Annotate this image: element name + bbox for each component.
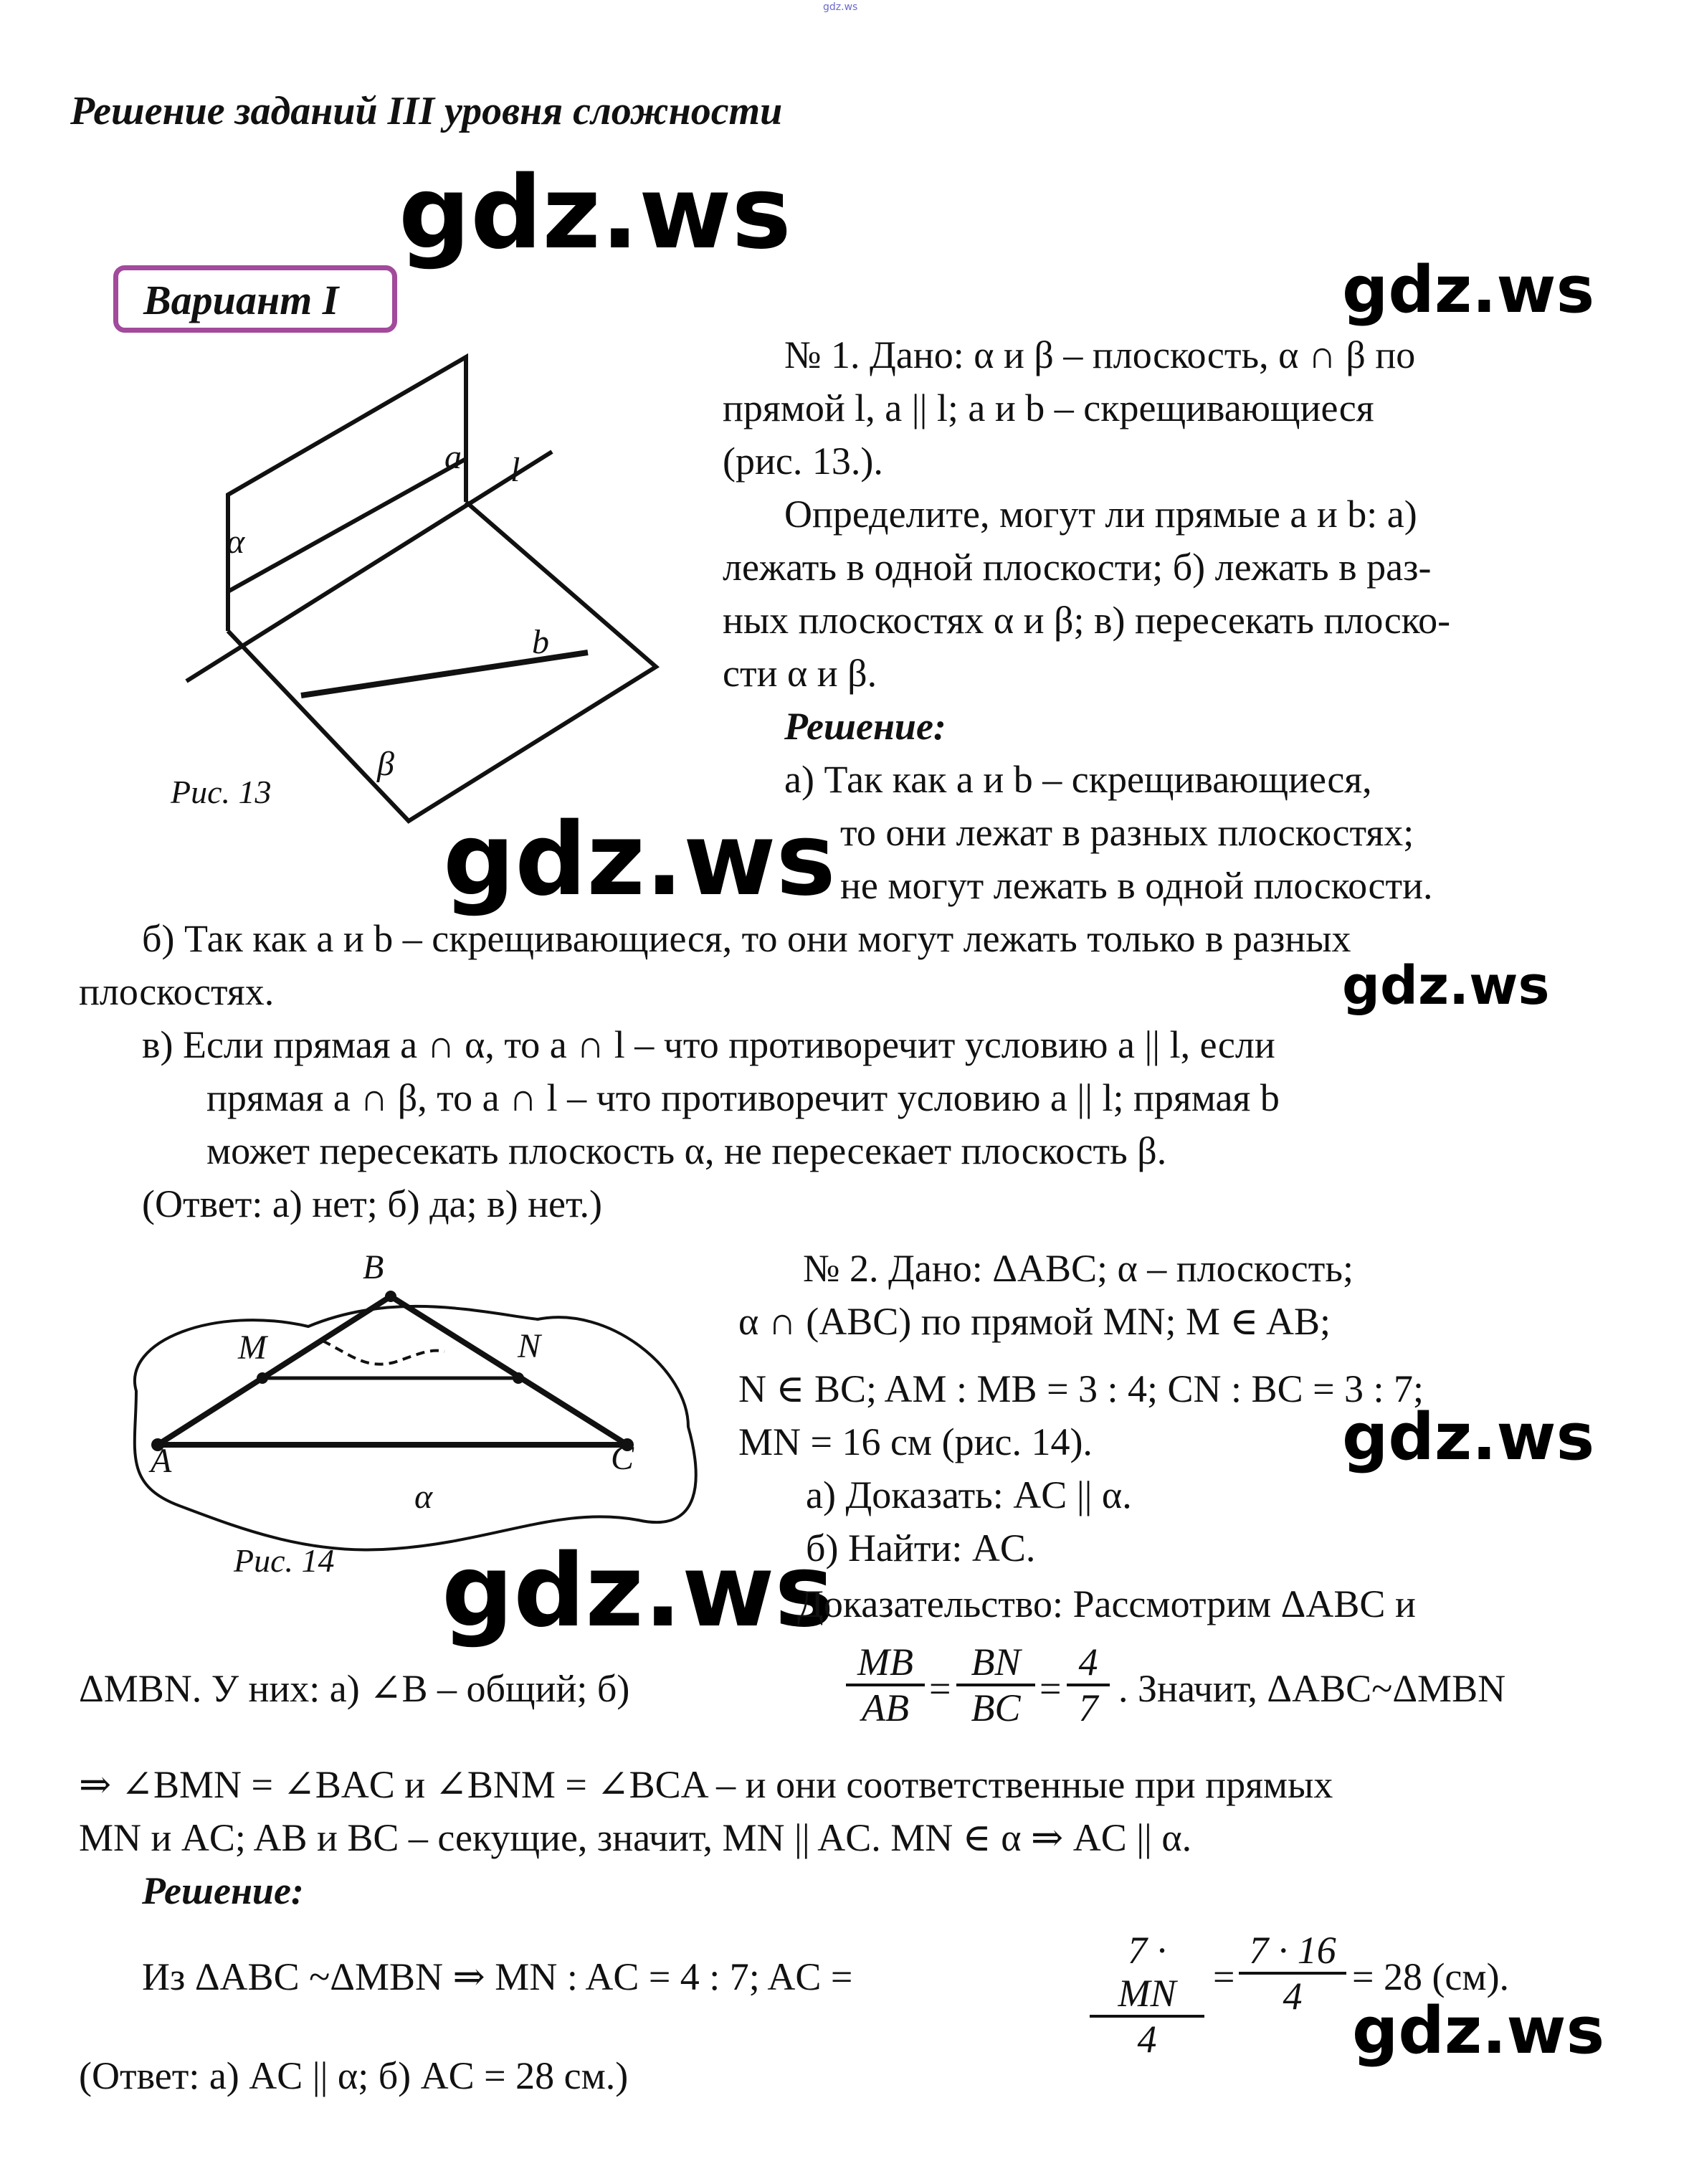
label-C: C (611, 1439, 634, 1477)
p2-solution-heading: Решение: (142, 1869, 304, 1912)
p1-line-4: Определите, могут ли прямые a и b: а) (784, 493, 1417, 536)
fraction-den: 4 (1283, 1975, 1303, 2018)
label-alpha-plane: α (414, 1478, 433, 1516)
watermark: gdz.ws (1342, 955, 1550, 1017)
dashed-curve (323, 1341, 444, 1364)
p1-line-6: ных плоскостях α и β; в) пересекать плоско- (723, 599, 1451, 642)
p1-answer: (Ответ: а) нет; б) да; в) нет.) (142, 1182, 603, 1225)
p2-line-2: α ∩ (ABC) по прямой MN; M ∈ AB; (738, 1300, 1331, 1343)
p1-line-13: плоскостях. (79, 970, 275, 1013)
variant-label: Вариант I (143, 277, 339, 323)
fraction-num: BN (956, 1641, 1035, 1686)
fraction-bn-bc (956, 1641, 1035, 1729)
fraction-7x16-4 (1239, 1929, 1346, 2018)
fraction-den: BC (971, 1686, 1021, 1729)
p1-line-10: то они лежат в разных плоскостях; (840, 811, 1414, 854)
p1-line-15: прямая a ∩ β, то a ∩ l – что противоречит условию a || l; прямая b (206, 1076, 1280, 1119)
plane-alpha (228, 357, 466, 631)
p1-line-12: б) Так как a и b – скрещивающиеся, то они могут лежать только в разных (142, 917, 1351, 960)
equals-sign: = (929, 1667, 951, 1710)
p2-prove: а) Доказать: AC || α. (806, 1473, 1132, 1516)
figure-14 (93, 1262, 710, 1563)
p1-line-7: сти α и β. (723, 652, 877, 695)
point-b (385, 1291, 396, 1302)
section-title: Решение заданий III уровня сложности (70, 89, 783, 133)
p1-line-11: не могут лежать в одной плоскости. (840, 864, 1433, 907)
fraction-mb-ab (846, 1641, 925, 1729)
top-mark: gdz.ws (823, 1, 858, 13)
fraction-den: 7 (1078, 1686, 1098, 1729)
label-beta: β (377, 745, 394, 783)
fraction-num: 4 (1067, 1641, 1110, 1686)
p1-line-1: № 1. Дано: α и β – плоскость, α ∩ β по (784, 333, 1416, 376)
p1-line-16: может пересекать плоскость α, не пересекает плоскость β. (206, 1129, 1167, 1172)
label-b: b (532, 623, 549, 661)
watermark: gdz.ws (443, 802, 836, 918)
figure-14-caption: Рис. 14 (234, 1542, 335, 1579)
p1-line-3: (рис. 13.). (723, 440, 883, 483)
label-M: M (238, 1329, 267, 1367)
label-a: a (444, 438, 462, 476)
p1-line-5: лежать в одной плоскости; б) лежать в раз- (723, 546, 1432, 589)
p2-proof-line-2-end: . Значит, ΔABC~ΔMBN (1118, 1667, 1506, 1710)
label-alpha: α (227, 523, 245, 561)
point-n (513, 1372, 524, 1384)
p1-line-2: прямой l, a || l; a и b – скрещивающиеся (723, 386, 1374, 429)
p2-answer: (Ответ: а) AC || α; б) AC = 28 см.) (79, 2054, 629, 2097)
fraction-den: 4 (1137, 2018, 1157, 2061)
p2-solution-result: = 28 (см). (1352, 1955, 1510, 1998)
p2-solution-line: Из ΔABC ~ΔMBN ⇒ MN : AC = 4 : 7; AC = (142, 1955, 853, 1998)
label-B: B (363, 1248, 384, 1286)
p2-proof-line-1: Доказательство: Рассмотрим ΔABC и (797, 1582, 1416, 1625)
point-m (257, 1372, 268, 1384)
fraction-7mn-4 (1090, 1929, 1204, 2061)
p2-proof-line-4: MN и AC; AB и BC – секущие, значит, MN || AC. MN ∈ α ⇒ AC || α. (79, 1816, 1192, 1859)
figure-13-caption: Рис. 13 (171, 774, 272, 810)
label-l: l (510, 451, 520, 489)
fraction-den: AB (862, 1686, 909, 1729)
line-a (228, 459, 466, 592)
p2-line-4: MN = 16 см (рис. 14). (738, 1420, 1093, 1463)
p2-line-3: N ∈ BC; AM : MB = 3 : 4; CN : BC = 3 : 7; (738, 1367, 1424, 1410)
fraction-num: MB (846, 1641, 925, 1686)
equals-sign: = (1213, 1955, 1235, 1998)
p2-find: б) Найти: AC. (806, 1527, 1036, 1570)
figure-13 (165, 344, 688, 846)
watermark: gdz.ws (1342, 252, 1595, 328)
fraction-num: 7 · MN (1090, 1929, 1204, 2018)
watermark: gdz.ws (442, 1533, 834, 1650)
p2-proof-line-3: ⇒ ∠BMN = ∠BAC и ∠BNM = ∠BCA – и они соответственные при прямых (79, 1763, 1333, 1806)
p2-line-1: № 2. Дано: ΔABC; α – плоскость; (803, 1247, 1353, 1290)
label-A: A (151, 1442, 172, 1480)
fraction-num: 7 · 16 (1239, 1929, 1346, 1975)
p1-line-14: в) Если прямая a ∩ α, то a ∩ l – что противоречит условию a || l, если (142, 1023, 1275, 1066)
plane-beta (228, 502, 656, 821)
p1-solution-heading: Решение: (784, 705, 946, 748)
equals-sign: = (1039, 1667, 1062, 1710)
watermark: gdz.ws (1342, 1400, 1595, 1475)
watermark: gdz.ws (1352, 1993, 1605, 2069)
p1-line-9: а) Так как a и b – скрещивающиеся, (784, 758, 1372, 801)
p2-proof-line-2: ΔMBN. У них: а) ∠B – общий; б) (79, 1667, 630, 1710)
fraction-4-7 (1067, 1641, 1110, 1729)
watermark: gdz.ws (399, 155, 791, 272)
label-N: N (518, 1327, 541, 1365)
